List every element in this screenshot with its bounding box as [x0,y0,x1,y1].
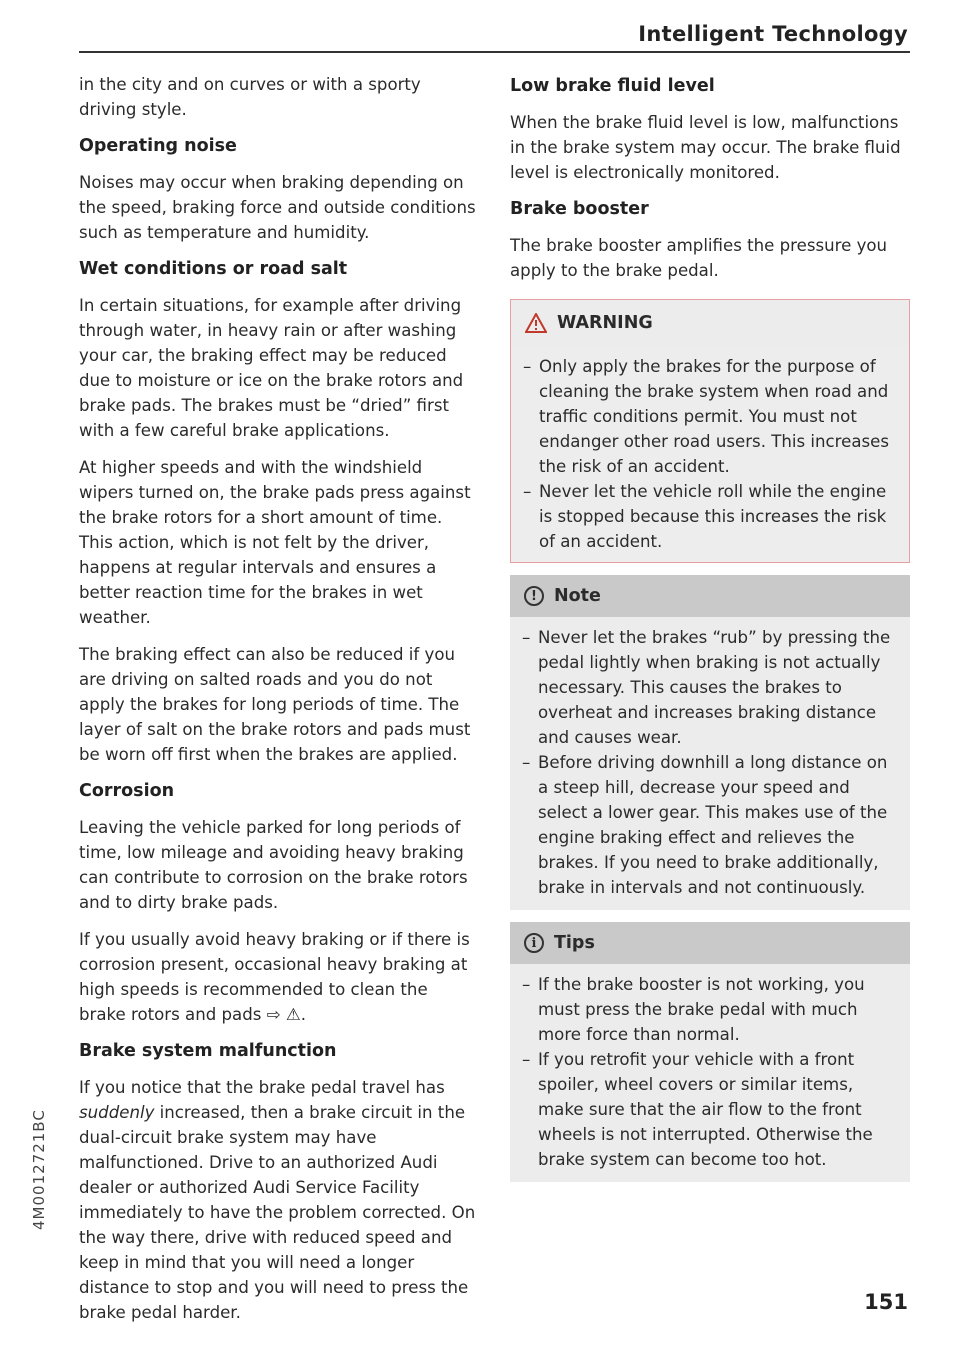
tips-box [510,922,910,1182]
wet-conditions-heading: Wet conditions or road salt [79,259,348,279]
header-rule [79,51,910,53]
warning-title: WARNING [557,312,653,333]
note-box [510,575,910,910]
tips-title: Tips [554,932,595,953]
info-circle-icon: i [524,933,544,953]
exclamation-circle-icon: ! [524,586,544,606]
corrosion-paragraph-2-text: If you usually avoid heavy braking or if there is corrosion present, occasional heavy braking at high speeds is recommended to clean the brake rotors and pads [79,930,470,1024]
malfunction-text-post: increased, then a brake circuit in the dual-circuit brake system may have malfunctioned. Drive to an authorized Audi dealer or authorized Audi Service Facility immediately to have the problem corrected. On the way there, drive with reduced speed and keep in mind that you will need a longer distance to stop and you will need to press the brake pedal harder. [79,1103,476,1322]
section-title: Intelligent Technology [638,22,908,46]
operating-noise-heading: Operating noise [79,136,237,156]
document-code: 4M0012721BC [30,1109,48,1230]
malfunction-text-pre: If you notice that the brake pedal travel has [79,1078,445,1097]
tips-item: – If the brake booster is not working, you must press the brake pedal with much more force than normal. [524,972,896,1047]
wet-conditions-paragraph-3: The braking effect can also be reduced if you are driving on salted roads and you do not apply the brakes for long periods of time. The layer of salt on the brake rotors and pads must be worn off first when the brakes are applied. [79,645,471,764]
warning-list [511,346,909,554]
left-column [79,72,479,1337]
note-list [510,617,910,900]
booster-heading: Brake booster [510,199,649,219]
right-column [510,72,910,1182]
tips-list [510,964,910,1172]
page-number: 151 [864,1290,908,1314]
tips-item: – If you retrofit your vehicle with a front spoiler, wheel covers or similar items, make sure that the air flow to the front wheels is not interrupted. Otherwise the brake system can become too hot. [524,1047,896,1172]
wet-conditions-paragraph-1: In certain situations, for example after driving through water, in heavy rain or after washing your car, the braking effect may be reduced due to moisture or ice on the brake rotors and brake pads. The brakes must be “dried” first with a few careful brake applications. [79,296,464,440]
warning-reference-link[interactable]: ⇨ ⚠. [266,1005,307,1024]
intro-paragraph: in the city and on curves or with a sporty driving style. [79,75,421,119]
warning-triangle-icon [525,313,547,333]
warning-item: – Only apply the brakes for the purpose of cleaning the brake system when road and traffic conditions permit. You must not endanger other road users. This increases the risk of an accident. [525,354,895,479]
note-item: – Never let the brakes “rub” by pressing the pedal lightly when braking is not actually necessary. This causes the brakes to overheat and increases braking distance and causes wear. [524,625,896,750]
note-title: Note [554,585,601,606]
tips-header [510,922,910,964]
corrosion-paragraph-2 [79,927,479,1027]
malfunction-emphasis: suddenly [79,1103,155,1122]
corrosion-heading: Corrosion [79,781,175,801]
corrosion-paragraph-1: Leaving the vehicle parked for long periods of time, low mileage and avoiding heavy braking can contribute to corrosion on the brake rotors and to dirty brake pads. [79,818,468,912]
low-fluid-heading: Low brake fluid level [510,76,715,96]
warning-box [510,299,910,563]
warning-item: – Never let the vehicle roll while the engine is stopped because this increases the risk of an accident. [525,479,895,554]
low-fluid-text: When the brake fluid level is low, malfunctions in the brake system may occur. The brake fluid level is electronically monitored. [510,113,901,182]
warning-header [511,300,909,346]
note-item: – Before driving downhill a long distance on a steep hill, decrease your speed and select a lower gear. This makes use of the engine braking effect and relieves the brakes. If you need to brake additionally, brake in intervals and not continuously. [524,750,896,900]
malfunction-heading: Brake system malfunction [79,1041,337,1061]
wet-conditions-paragraph-2: At higher speeds and with the windshield wipers turned on, the brake pads press against the brake rotors for a short amount of time. This action, which is not felt by the driver, happens at regular intervals and ensures a better reaction time for the brakes in wet weather. [79,458,471,627]
booster-text: The brake booster amplifies the pressure you apply to the brake pedal. [510,236,888,280]
operating-noise-text: Noises may occur when braking depending on the speed, braking force and outside conditions such as temperature and humidity. [79,173,476,242]
malfunction-paragraph [79,1075,479,1325]
note-header [510,575,910,617]
